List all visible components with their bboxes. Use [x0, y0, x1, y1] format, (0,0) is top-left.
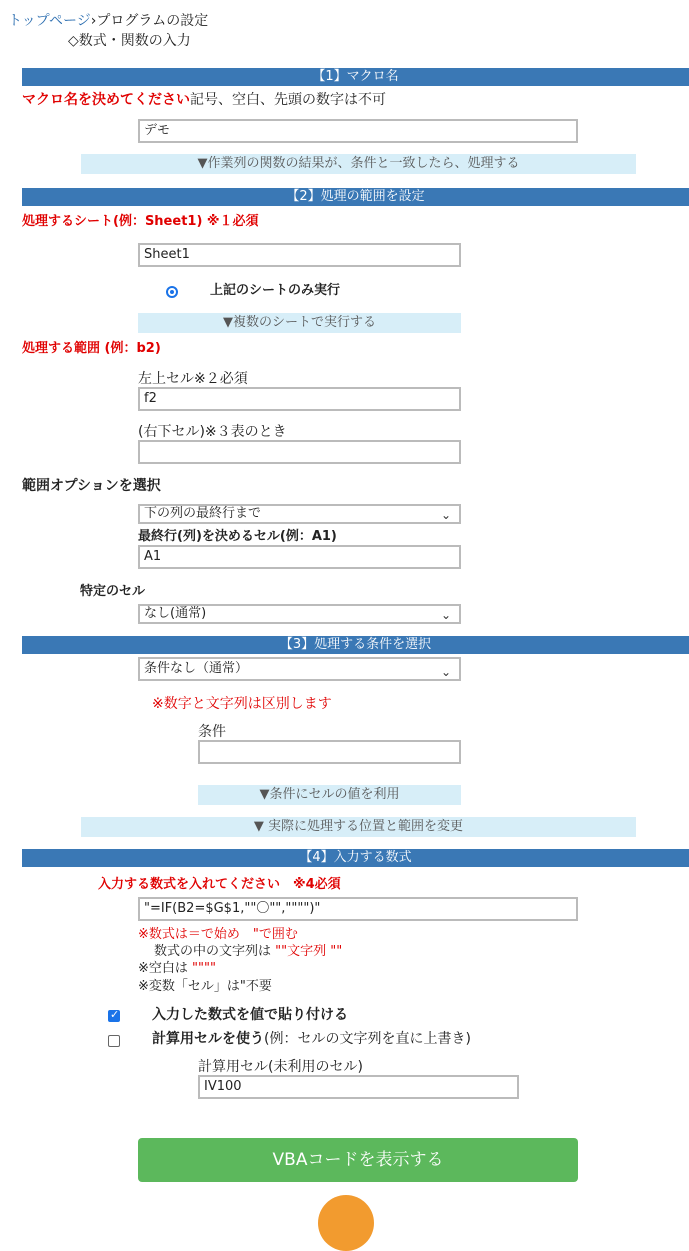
- special-cell-label: 特定のセル: [80, 584, 146, 599]
- sheet-input[interactable]: Sheet1: [138, 243, 461, 267]
- range-label: 処理する範囲 (例：b2): [22, 341, 161, 356]
- range-option-select-value: 下の列の最終行まで: [144, 506, 262, 521]
- condition-select-value: 条件なし（通常）: [144, 661, 249, 676]
- chevron-down-icon: ⌄: [440, 608, 451, 622]
- section-3-header: 【3】処理する条件を選択: [22, 636, 689, 654]
- formula-input[interactable]: "=IF(B2=$G$1,""〇"","""")": [138, 897, 578, 921]
- section-2-header: 【2】処理の範囲を設定: [22, 188, 689, 206]
- multi-sheet-toggle[interactable]: ▼複数のシートで実行する: [138, 313, 461, 333]
- work-column-toggle[interactable]: ▼作業列の関数の結果が、条件と一致したら、処理する: [81, 154, 636, 174]
- calc-cell-label: 計算用セル(未利用のセル): [198, 1059, 363, 1075]
- breadcrumb-separator: ›: [90, 13, 97, 29]
- formula-label: 入力する数式を入れてください ※4必須: [98, 877, 341, 892]
- page-subtitle: ◇数式・関数の入力: [68, 33, 191, 49]
- top-left-cell-label: 左上セル※２必須: [138, 371, 248, 387]
- sheet-only-radio[interactable]: [166, 286, 178, 298]
- use-calc-cell-label-main: 計算用セルを使う: [152, 1031, 264, 1047]
- formula-note-3: [138, 957, 216, 976]
- formula-note-2-text: 数式の中の文字列は: [154, 944, 276, 959]
- condition-input[interactable]: [198, 740, 461, 764]
- condition-cell-toggle[interactable]: ▼条件にセルの値を利用: [198, 785, 461, 805]
- use-calc-cell-label-note: (例：セルの文字列を直に上書き): [264, 1031, 471, 1047]
- macro-name-label: [22, 89, 386, 109]
- scroll-top-button[interactable]: [318, 1195, 374, 1251]
- show-vba-code-button[interactable]: VBAコードを表示する: [138, 1138, 578, 1182]
- last-row-cell-label: 最終行(列)を決めるセル(例：A1): [138, 529, 337, 544]
- use-calc-cell-label: [152, 1028, 471, 1048]
- paste-as-value-label: 入力した数式を値で貼り付ける: [152, 1007, 348, 1023]
- special-cell-select[interactable]: [138, 604, 461, 624]
- last-row-cell-input[interactable]: A1: [138, 545, 461, 569]
- paste-as-value-checkbox[interactable]: [108, 1010, 120, 1022]
- section-4-header: 【4】入力する数式: [22, 849, 689, 867]
- macro-name-label-note: 記号、空白、先頭の数字は不可: [190, 92, 386, 108]
- formula-note-3-text: ※空白は: [138, 961, 193, 976]
- breadcrumb: [8, 10, 208, 30]
- macro-name-label-required: マクロ名を決めてください: [22, 92, 190, 108]
- special-cell-select-value: なし(通常): [144, 606, 207, 621]
- condition-select[interactable]: [138, 657, 461, 681]
- macro-name-input[interactable]: デモ: [138, 119, 578, 143]
- bottom-right-cell-input[interactable]: [138, 440, 461, 464]
- formula-note-3-example: """": [192, 961, 216, 976]
- chevron-down-icon: ⌄: [440, 508, 451, 522]
- range-option-select[interactable]: [138, 504, 461, 524]
- top-left-cell-input[interactable]: f2: [138, 387, 461, 411]
- formula-note-4: ※変数「セル」は"不要: [138, 979, 272, 994]
- calc-cell-input[interactable]: IV100: [198, 1075, 519, 1099]
- range-option-label: 範囲オプションを選択: [22, 478, 161, 494]
- chevron-down-icon: ⌄: [440, 665, 451, 679]
- condition-note: ※数字と文字列は区別します: [152, 696, 332, 712]
- breadcrumb-current: プログラムの設定: [96, 13, 209, 29]
- sheet-only-radio-label: 上記のシートのみ実行: [210, 283, 341, 298]
- use-calc-cell-checkbox[interactable]: [108, 1035, 120, 1047]
- breadcrumb-home-link[interactable]: トップページ: [8, 13, 91, 29]
- condition-label: 条件: [198, 724, 226, 740]
- formula-note-2-example: ""文字列 "": [275, 944, 343, 959]
- formula-note-1: ※数式は＝で始め "で囲む: [138, 927, 298, 942]
- section-1-header: 【1】マクロ名: [22, 68, 689, 86]
- position-range-toggle[interactable]: ▼ 実際に処理する位置と範囲を変更: [81, 817, 636, 837]
- sheet-label: 処理するシート(例：Sheet1) ※１必須: [22, 214, 259, 229]
- bottom-right-cell-label: (右下セル)※３表のとき: [138, 424, 287, 440]
